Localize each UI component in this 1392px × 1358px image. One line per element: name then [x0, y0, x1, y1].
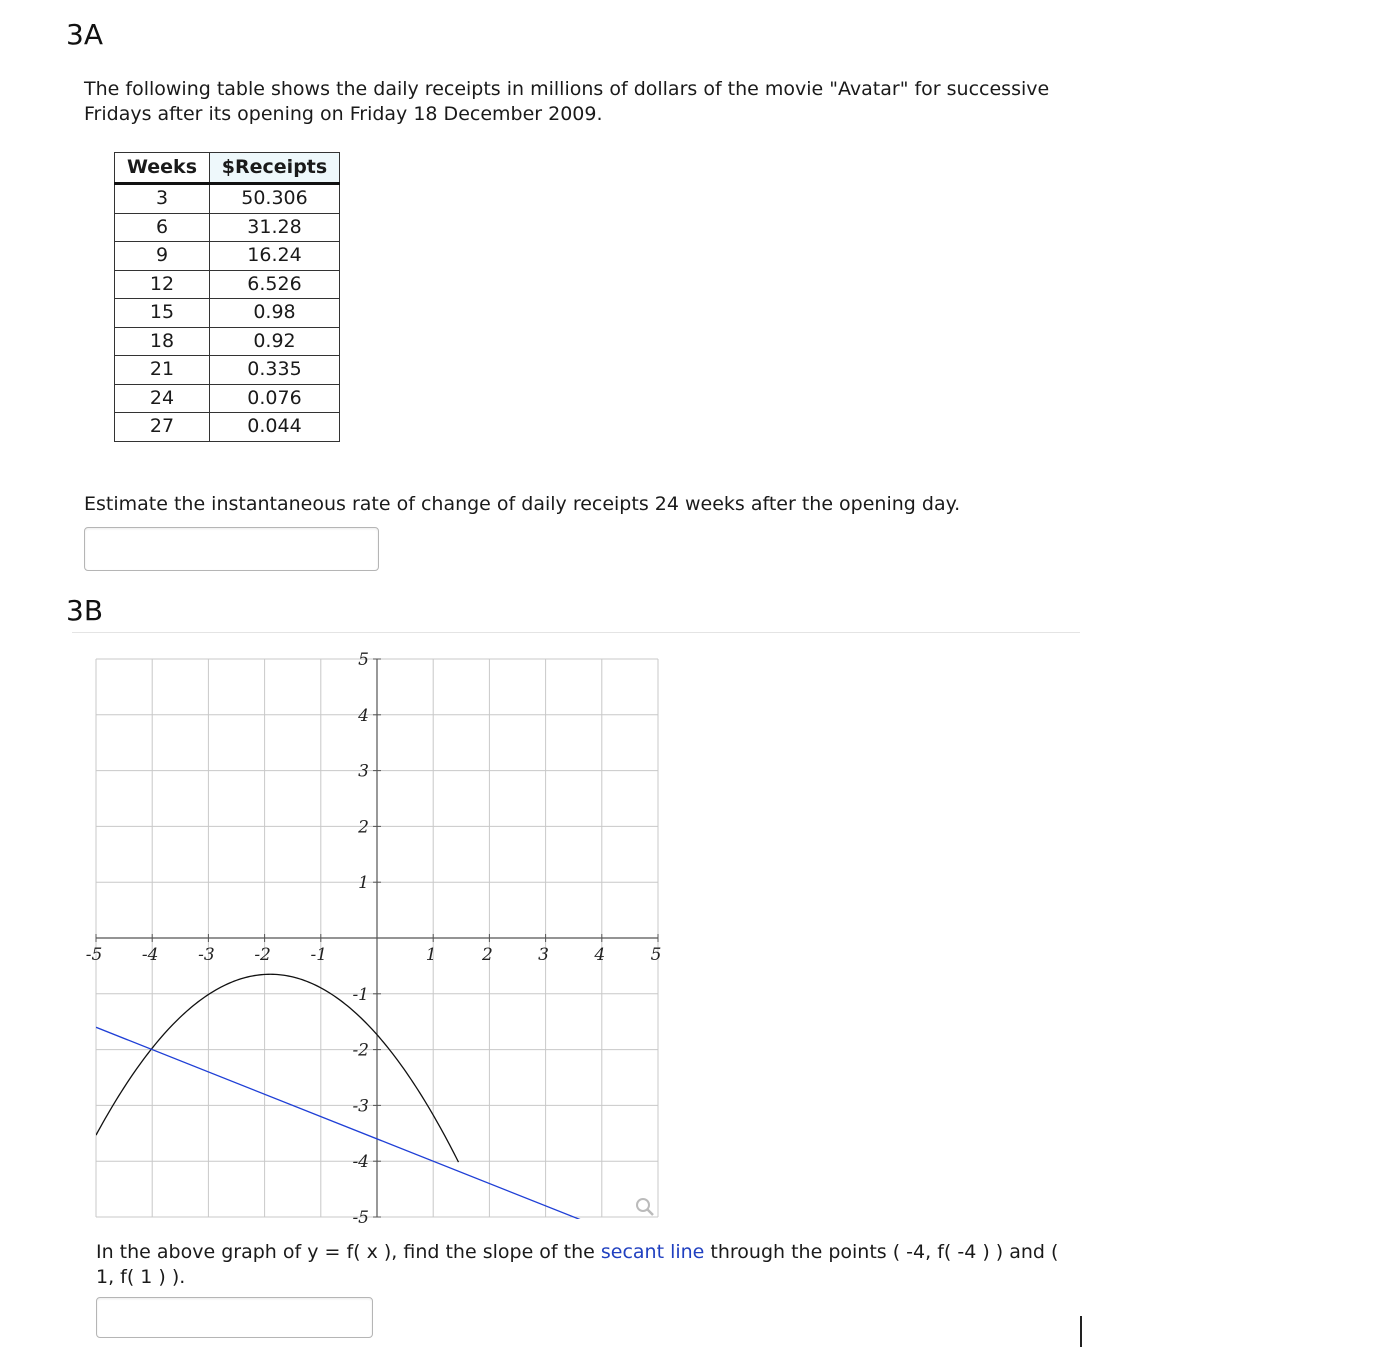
cell-weeks: 18 [115, 327, 210, 356]
receipts-table [114, 152, 340, 442]
y-tick-label: -4 [352, 1152, 369, 1173]
table-row [115, 213, 340, 242]
x-tick-label: 3 [538, 945, 550, 965]
secant-line [96, 1027, 591, 1223]
cell-weeks: 6 [115, 213, 210, 242]
function-graph [80, 645, 670, 1225]
secant-line-link[interactable]: secant line [600, 1241, 705, 1263]
cell-weeks: 3 [115, 184, 210, 214]
y-tick-label: -3 [352, 1096, 369, 1117]
plot-curves [96, 974, 591, 1223]
answer-input-3a[interactable] [84, 527, 379, 571]
cell-receipts: 0.044 [210, 413, 340, 442]
x-tick-label: -4 [141, 945, 159, 965]
cell-receipts: 0.076 [210, 384, 340, 413]
text-cursor-icon [1080, 1316, 1082, 1347]
y-tick-label: 5 [358, 650, 369, 670]
table-row [115, 384, 340, 413]
x-tick-label: 2 [481, 945, 493, 965]
table-row [115, 413, 340, 442]
cell-weeks: 9 [115, 242, 210, 271]
y-tick-label: -2 [352, 1040, 369, 1061]
question-3a: Estimate the instantaneous rate of change of daily receipts 24 weeks after the opening day. [84, 493, 961, 515]
header-weeks: Weeks [115, 153, 210, 184]
table-row [115, 299, 340, 328]
cell-receipts: 50.306 [210, 184, 340, 214]
cell-receipts: 6.526 [210, 270, 340, 299]
section-divider [72, 632, 1080, 633]
header-receipts: $Receipts [210, 153, 340, 184]
cell-weeks: 15 [115, 299, 210, 328]
question-3b-text-end: through the points ( -4, f( -4 ) ) and ( 1, f( 1 ) ). [96, 1241, 1059, 1288]
x-tick-label: -1 [310, 945, 328, 965]
x-tick-label: -5 [85, 945, 103, 965]
x-tick-label: 5 [650, 945, 662, 965]
cell-weeks: 21 [115, 356, 210, 385]
y-tick-label: -1 [352, 984, 369, 1005]
cell-receipts: 0.335 [210, 356, 340, 385]
magnifier-icon[interactable] [637, 1199, 653, 1215]
cell-receipts: 31.28 [210, 213, 340, 242]
question-3b [96, 1240, 1081, 1290]
y-tick-label: 1 [358, 873, 369, 894]
y-tick-label: 2 [358, 817, 369, 838]
section-title-3a: 3A [66, 18, 103, 51]
cell-receipts: 0.98 [210, 299, 340, 328]
x-tick-label: -3 [198, 945, 215, 965]
question-3b-text-start: In the above graph of y = f( x ), find the slope of the [96, 1241, 601, 1263]
x-tick-label: 4 [594, 945, 606, 965]
cell-receipts: 16.24 [210, 242, 340, 271]
cell-weeks: 27 [115, 413, 210, 442]
table-row [115, 270, 340, 299]
cell-weeks: 24 [115, 384, 210, 413]
section-title-3b: 3B [66, 594, 104, 627]
table-row [115, 184, 340, 214]
y-tick-label: -5 [352, 1208, 369, 1225]
table-row [115, 242, 340, 271]
cell-receipts: 0.92 [210, 327, 340, 356]
problem-intro: The following table shows the daily receipts in millions of dollars of the movie "Avatar" for successive Fridays after its opening on Friday 18 December 2009. [84, 78, 1050, 125]
y-tick-label: 3 [358, 761, 369, 782]
x-tick-label: 1 [425, 945, 437, 965]
answer-input-3b[interactable] [96, 1297, 373, 1338]
function-curve [96, 974, 458, 1162]
x-tick-label: -2 [254, 945, 271, 965]
axes [96, 659, 658, 1217]
cell-weeks: 12 [115, 270, 210, 299]
table-row [115, 327, 340, 356]
table-header-row [115, 153, 340, 184]
table-row [115, 356, 340, 385]
y-tick-label: 4 [358, 705, 369, 726]
